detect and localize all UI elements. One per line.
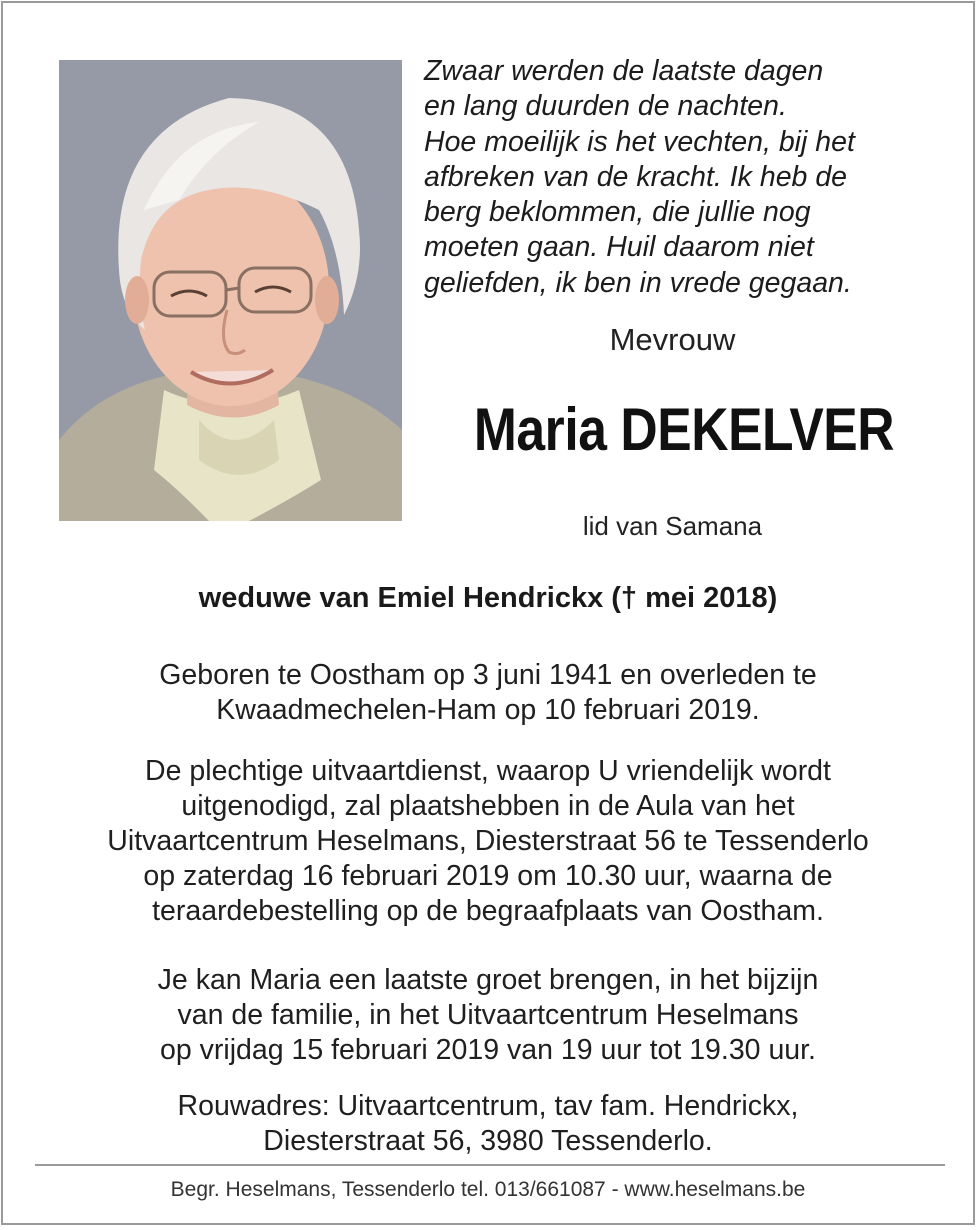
honorific-title: Mevrouw bbox=[609, 322, 736, 357]
paragraph-line: Geboren te Oostham op 3 juni 1941 en overleden te bbox=[159, 659, 817, 691]
widow-line: weduwe van Emiel Hendrickx († mei 2018) bbox=[198, 582, 778, 614]
funeral-home-footer: Begr. Heselmans, Tessenderlo tel. 013/661087 - www.heselmans.be bbox=[170, 1178, 806, 1201]
paragraph-line: Diesterstraat 56, 3980 Tessenderlo. bbox=[263, 1125, 713, 1157]
poem-line: berg beklommen, die jullie nog bbox=[424, 196, 811, 229]
paragraph-line: Je kan Maria een laatste groet brengen, in het bijzijn bbox=[157, 964, 819, 996]
farewell-paragraph bbox=[0, 963, 976, 1068]
paragraph-line: op zaterdag 16 februari 2019 om 10.30 uur, waarna de bbox=[143, 860, 833, 892]
paragraph-line: op vrijdag 15 februari 2019 van 19 uur tot 19.30 uur. bbox=[160, 1034, 816, 1066]
paragraph-line: teraardebestelling op de begraafplaats van Oostham. bbox=[152, 895, 824, 927]
birth-death-paragraph bbox=[0, 658, 976, 728]
paragraph-line: Uitvaartcentrum Heselmans, Diesterstraat 56 te Tessenderlo bbox=[107, 825, 869, 857]
paragraph-line: De plechtige uitvaartdienst, waarop U vriendelijk wordt bbox=[145, 755, 831, 787]
poem-line: Zwaar werden de laatste dagen bbox=[424, 55, 824, 87]
poem-line: afbreken van de kracht. Ik heb de bbox=[424, 160, 848, 193]
paragraph-line: uitgenodigd, zal plaatshebben in de Aula van het bbox=[181, 790, 795, 822]
footer-divider bbox=[35, 1164, 945, 1166]
mourning-address bbox=[0, 1089, 976, 1159]
poem-line: moeten gaan. Huil daarom niet bbox=[424, 231, 814, 264]
membership-line: lid van Samana bbox=[582, 511, 763, 541]
paragraph-line: Rouwadres: Uitvaartcentrum, tav fam. Hendrickx, bbox=[177, 1090, 799, 1122]
poem-line: geliefden, ik ben in vrede gegaan. bbox=[424, 266, 852, 299]
memorial-poem bbox=[424, 54, 944, 301]
deceased-name: Maria DEKELVER bbox=[473, 396, 895, 463]
paragraph-line: van de familie, in het Uitvaartcentrum Heselmans bbox=[177, 999, 799, 1031]
paragraph-line: Kwaadmechelen-Ham op 10 februari 2019. bbox=[216, 694, 760, 726]
poem-line: Hoe moeilijk is het vechten, bij het bbox=[424, 125, 855, 158]
portrait-photo bbox=[59, 60, 402, 521]
poem-line: en lang duurden de nachten. bbox=[424, 90, 787, 123]
funeral-service-paragraph bbox=[0, 754, 976, 929]
